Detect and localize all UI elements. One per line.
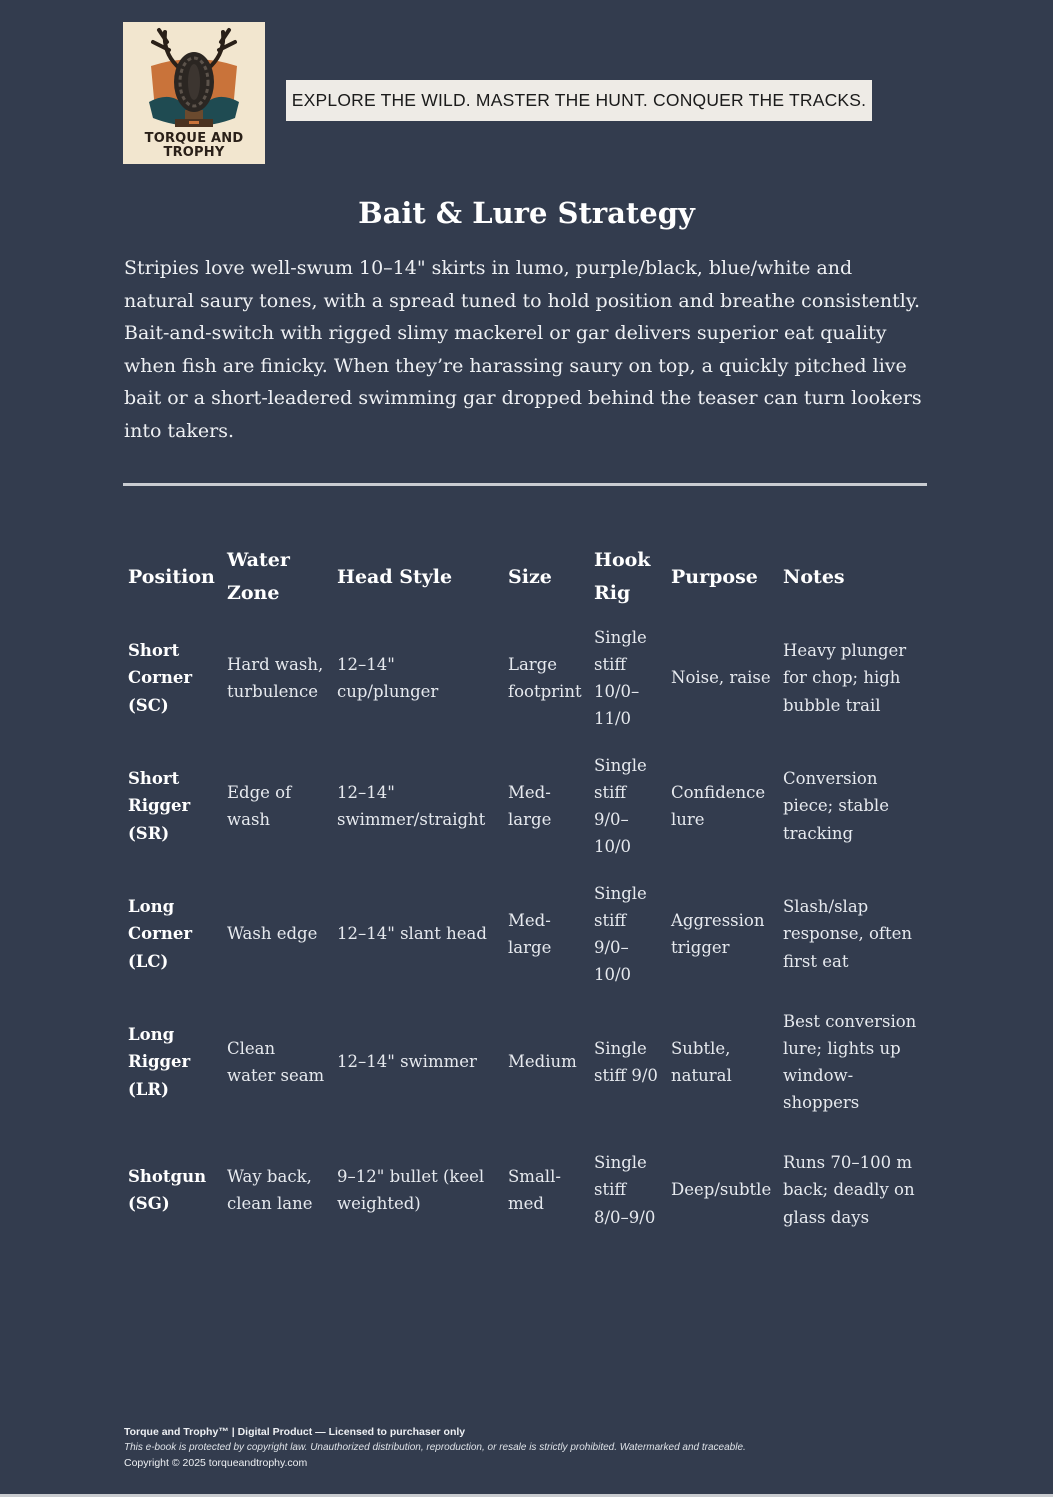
table-row [123,870,927,998]
cell-head-style: 12–14" swimmer [337,1052,477,1072]
cell-purpose: Subtle, natural [671,1038,732,1085]
cell-water-zone: Clean water seam [227,1038,325,1085]
cell-size: Med-large [508,782,552,829]
cell-hook-rig: Single stiff 8/0–9/0 [594,1153,656,1227]
table-header-row [123,540,927,614]
table-row [123,1126,927,1254]
col-header-size: Size [508,565,552,588]
cell-hook-rig: Single stiff 10/0–11/0 [594,627,647,729]
cell-size: Medium [508,1052,577,1072]
intro-paragraph: Stripies love well-swum 10–14" skirts in lumo, purple/black, blue/white and natural saury tones, with a spread tuned to hold position and breathe consistently. Bait-and-switch with rigged slimy mackerel or gar delivers superior eat quality when fish are finicky. When they’re harassing saury on top, a quickly pitched live bait or a short-leadered swimming gar dropped behind the teaser can turn lookers into takers. [124,257,922,442]
cell-water-zone: Wash edge [227,924,318,944]
brand-logo [123,22,265,164]
cell-water-zone: Edge of wash [227,782,292,829]
table-row [123,742,927,870]
cell-notes: Slash/slap response, often first eat [783,897,913,971]
cell-hook-rig: Single stiff 9/0–10/0 [594,755,647,857]
cell-head-style: 12–14" slant head [337,924,487,944]
cell-size: Small-med [508,1166,561,1213]
col-header-notes: Notes [783,565,845,588]
cell-notes: Heavy plunger for chop; high bubble trail [783,641,907,715]
col-header-position: Position [128,565,215,588]
footer-license-line: Torque and Trophy™ | Digital Product — Licensed to purchaser only [124,1426,466,1438]
cell-purpose: Noise, raise [671,668,771,688]
col-header-head-style: Head Style [337,565,453,588]
cell-notes: Best conversion lure; lights up window-shoppers [783,1011,917,1113]
cell-size: Med-large [508,910,552,957]
cell-purpose: Aggression trigger [671,910,765,957]
cell-purpose: Confidence lure [671,782,766,829]
table-row [123,614,927,742]
cell-head-style: 9–12" bullet (keel weighted) [337,1166,485,1213]
cell-purpose: Deep/subtle [671,1180,772,1200]
tagline-banner: EXPLORE THE WILD. MASTER THE HUNT. CONQUER THE TRACKS. [286,80,872,121]
col-header-hook-rig: Hook Rig [594,549,651,604]
logo-text: TORQUE AND TROPHY [144,131,244,160]
footer-copyright-notice: This e-book is protected by copyright law. Unauthorized distribution, reproduction, or resale is strictly prohibited. Watermarked and traceable. [124,1442,746,1453]
col-header-purpose: Purpose [671,565,758,588]
cell-water-zone: Way back, clean lane [227,1166,313,1213]
col-header-water-zone: Water Zone [227,549,290,604]
page-title: Bait & Lure Strategy [358,196,695,230]
cell-size: Large footprint [508,654,582,701]
section-divider [123,483,927,486]
cell-position: Long Corner (LC) [128,897,193,971]
cell-water-zone: Hard wash, turbulence [227,654,324,701]
table-row [123,998,927,1126]
cell-hook-rig: Single stiff 9/0–10/0 [594,883,647,985]
footer-copyright-line: Copyright © 2025 torqueandtrophy.com [124,1457,308,1469]
cell-position: Short Corner (SC) [128,641,193,715]
cell-notes: Runs 70–100 m back; deadly on glass days [783,1153,915,1227]
cell-position: Long Rigger (LR) [128,1025,191,1099]
cell-head-style: 12–14" swimmer/straight [337,782,486,829]
cell-head-style: 12–14" cup/plunger [337,654,439,701]
cell-position: Shotgun (SG) [128,1166,207,1213]
lure-spread-table [123,540,927,1254]
cell-hook-rig: Single stiff 9/0 [594,1038,658,1085]
page-footer [124,1425,746,1471]
cell-position: Short Rigger (SR) [128,769,191,843]
cell-notes: Conversion piece; stable tracking [783,769,889,843]
